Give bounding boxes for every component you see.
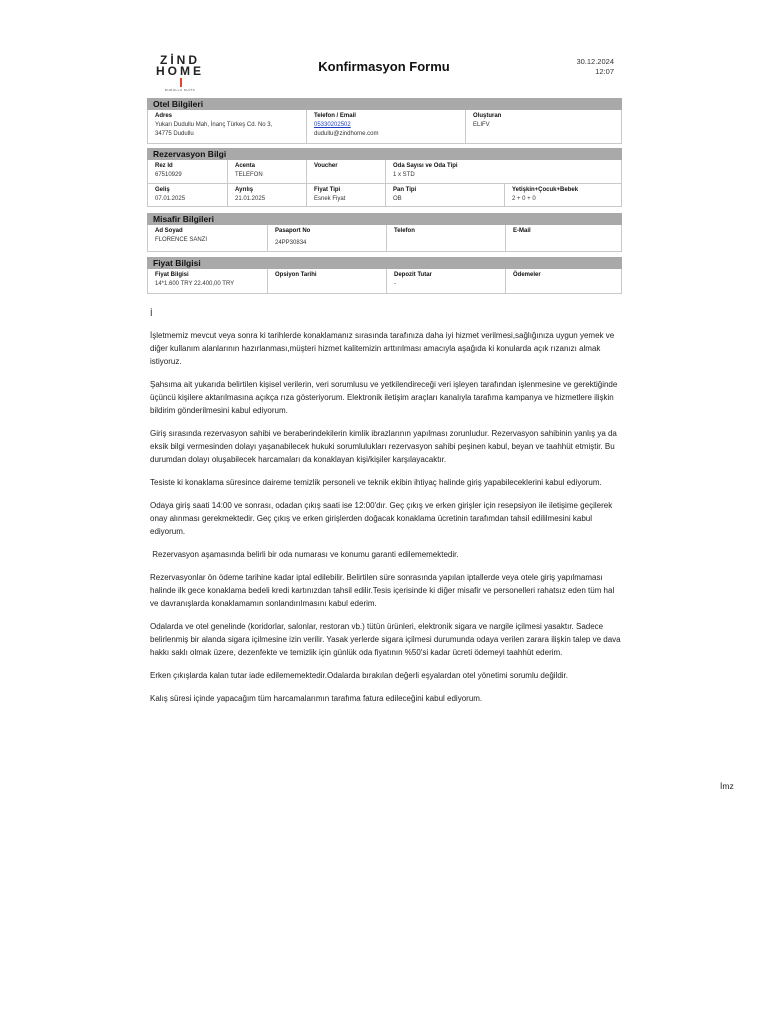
- acenta-value: TELEFON: [235, 172, 263, 178]
- pan-tipi-value: OB: [393, 196, 402, 202]
- giris-value: 07.01.2025: [155, 196, 186, 202]
- rezervasyon-row-2: [148, 183, 621, 206]
- ayrilis-cell: [227, 184, 306, 206]
- voucher-label: Voucher: [314, 163, 338, 169]
- misafir-row: [148, 225, 621, 251]
- fiyat-tipi-label: Fiyat Tipi: [314, 187, 341, 193]
- otel-phone-link[interactable]: 05330202502: [314, 122, 351, 128]
- document-header: [146, 52, 622, 92]
- term-paragraph: Şahsıma ait yukarıda belirtilen kişisel verilerin, veri sorumlusu ve yetkilendireceği veri işleyen tarafından işlenmesine ve gerektiğinde üçüncü kişilere aktarılmasına açıkça rıza gösteriyorum. Elektronik iletişim araçları kanalıyla tarafıma kampanya ve hizmetlere ilişkin bildirim gönderilmesini kabul ediyorum.: [150, 380, 618, 415]
- rez-id-value: 67510929: [155, 172, 182, 178]
- voucher-cell: [306, 160, 385, 183]
- rezervasyon-heading: Rezervasyon Bilgi: [147, 148, 622, 160]
- term-paragraph: Rezervasyonlar ön ödeme tarihine kadar iptal edilebilir. Belirtilen süre sonrasında yapılan iptallerde veya otele giriş yapılmaması halinde ilk gece konaklama bedeli kredi kartınızdan tahsil edilir.Tesis içerisinde ki diğer misafir ve personelleri rahatsız eden tüm hal ve davranışlarda konaklamamın sonlandırılmasını kabul ederim.: [150, 573, 615, 608]
- kisi-label: Yetişkin+Çocuk+Bebek: [512, 187, 579, 193]
- pasaport-label: Pasaport No: [275, 228, 311, 234]
- ayrilis-value: 21.01.2025: [235, 196, 266, 202]
- term-paragraph: Erken çıkışlarda kalan tutar iade edilememektedir.Odalarda bırakılan değerli eşyalardan otel yönetimi sorumlu değildir.: [150, 671, 568, 680]
- misafir-grid: [147, 225, 622, 252]
- ayrilis-label: Ayrılış: [235, 187, 254, 193]
- document-datetime: [576, 57, 614, 77]
- odemeler-cell: [505, 269, 621, 293]
- opsiyon-cell: [267, 269, 386, 293]
- ad-soyad-label: Ad Soyad: [155, 228, 183, 234]
- logo-accent-bar: [180, 78, 182, 87]
- otel-grid: [147, 110, 622, 144]
- term-paragraph: Odaya giriş saati 14:00 ve sonrası, odadan çıkış saati ise 12:00'dır. Geç çıkış ve erken girişler için resepsiyon ile iletişime geçilerek onay alınması gerekmektedir. Geç çıkış ve erken girişlerden doğacak konaklama ücretinin tarafımdan tahsil edililmesini kabul ediyorum.: [150, 501, 613, 536]
- term-paragraph: Giriş sırasında rezervasyon sahibi ve beraberindekilerin kimlik ibrazlarının yapılması zorunludur. Rezervasyon sahibinin yanlış ya da eksik bilgi vermesinden dolayı yaşanabilecek hukuki sorumlulukları rezervasyon sahibi peşinen kabul, beyan ve taahhüt etmiştir. Bu durumdan dolayı oluşabilecek harcamaları da konaklayan kişi/kişiler karşılayacaktır.: [150, 429, 617, 464]
- telefon-label: Telefon: [394, 228, 415, 234]
- logo-tagline: DUDULLU SUITS: [164, 88, 196, 92]
- misafir-heading: Misafir Bilgileri: [147, 213, 622, 225]
- acenta-label: Acenta: [235, 163, 256, 169]
- terms-text: [150, 329, 624, 715]
- term-paragraph: İşletmemiz mevcut veya sonra ki tarihlerde konaklamanız sırasında tarafınıza daha iyi hizmet verilmesi,sağlığınıza uygun yemek ve diğer kullanım alanlarının hazırlanması,müşteri hizmet kalitemizin arttırılması amacıyla aşağıda ki konularda açık rızanızı almak istiyoruz.: [150, 331, 615, 366]
- oda-cell: [385, 160, 621, 183]
- logo-line2: HOME: [156, 66, 204, 88]
- otel-email: dudullu@zindhome.com: [314, 131, 379, 137]
- telefon-email-cell: [306, 110, 465, 143]
- giris-cell: [148, 184, 227, 206]
- term-paragraph: Rezervasyon aşamasında belirli bir oda numarası ve konumu garanti edilememektedir.: [150, 550, 459, 559]
- oda-label: Oda Sayısı ve Oda Tipi: [393, 163, 458, 169]
- ad-soyad-value: FLORENCE SANZI: [155, 237, 208, 243]
- ad-soyad-cell: [148, 225, 267, 251]
- email-cell: [505, 225, 621, 251]
- logo-line1: ZİND: [160, 53, 200, 67]
- rezervasyon-grid: [147, 160, 622, 207]
- fiyat-heading: Fiyat Bilgisi: [147, 257, 622, 269]
- document-date: 30.12.2024: [576, 57, 614, 66]
- text-cursor: İ: [150, 308, 153, 318]
- opsiyon-label: Opsiyon Tarihi: [275, 272, 317, 278]
- signature-label: İmz: [720, 781, 734, 791]
- adres-cell: [148, 110, 306, 143]
- term-paragraph: Tesiste ki konaklama süresince daireme temizlik personeli ve teknik ekibin ihtiyaç halinde giriş yapabileceklerini kabul ediyorum.: [150, 478, 602, 487]
- olusturan-value: ELIFV: [473, 122, 490, 128]
- email-label: E-Mail: [513, 228, 531, 234]
- term-paragraph: Odalarda ve otel genelinde (koridorlar, salonlar, restoran vb.) tütün ürünleri, elektronik sigara ve nargile içilmesi yasaktır. Sadece belirlenmiş bir alanda sigara içilmesine izin verilir. Yasak yerlerde sigara içilmesi durumunda odaya verilen zarara ilişkin talep ve dava hakkı saklı olmak üzere, dezenfekte ve temizlik için günlük oda fiyatının %50'si kadar ücreti ödemeyi taahhüt ederim.: [150, 622, 621, 657]
- olusturan-cell: [465, 110, 621, 143]
- otel-row: [148, 110, 621, 143]
- olusturan-label: Oluşturan: [473, 113, 502, 119]
- misafir-section: [147, 213, 622, 252]
- adres-label: Adres: [155, 113, 173, 119]
- telefon-cell: [386, 225, 505, 251]
- adres-line2: 34775 Dudullu: [155, 131, 194, 137]
- pan-tipi-cell: [385, 184, 504, 206]
- rezervasyon-row-1: [148, 160, 621, 183]
- fiyat-bilgisi-value: 14*1.600 TRY 22.400,00 TRY: [155, 281, 235, 287]
- fiyat-bilgisi-cell: [148, 269, 267, 293]
- rezervasyon-section: [147, 148, 622, 207]
- otel-heading: Otel Bilgileri: [147, 98, 622, 110]
- oda-value: 1 x STD: [393, 172, 415, 178]
- depozit-cell: [386, 269, 505, 293]
- fiyat-section: [147, 257, 622, 294]
- pasaport-cell: [267, 225, 386, 251]
- rez-id-label: Rez Id: [155, 163, 173, 169]
- pasaport-value: 24PP30834: [275, 240, 307, 246]
- depozit-label: Depozit Tutar: [394, 272, 432, 278]
- adres-line1: Yukarı Dudullu Mah, İnanç Türkeş Cd. No 3,: [155, 122, 273, 128]
- depozit-value: -: [394, 281, 396, 287]
- acenta-cell: [227, 160, 306, 183]
- rez-id-cell: [148, 160, 227, 183]
- fiyat-grid: [147, 269, 622, 294]
- page-title: Konfirmasyon Formu: [318, 59, 450, 74]
- fiyat-bilgisi-label: Fiyat Bilgisi: [155, 272, 189, 278]
- fiyat-row: [148, 269, 621, 293]
- odemeler-label: Ödemeler: [513, 272, 541, 278]
- fiyat-tipi-cell: [306, 184, 385, 206]
- fiyat-tipi-value: Esnek Fiyat: [314, 196, 346, 202]
- kisi-value: 2 + 0 + 0: [512, 196, 536, 202]
- kisi-cell: [504, 184, 621, 206]
- otel-section: [147, 98, 622, 144]
- term-paragraph: Kalış süresi içinde yapacağım tüm harcamalarımın tarafıma fatura edileceğini kabul ediyorum.: [150, 694, 483, 703]
- telefon-email-label: Telefon / Email: [314, 113, 356, 119]
- giris-label: Geliş: [155, 187, 170, 193]
- pan-tipi-label: Pan Tipi: [393, 187, 417, 193]
- document-time: 12:07: [595, 67, 614, 76]
